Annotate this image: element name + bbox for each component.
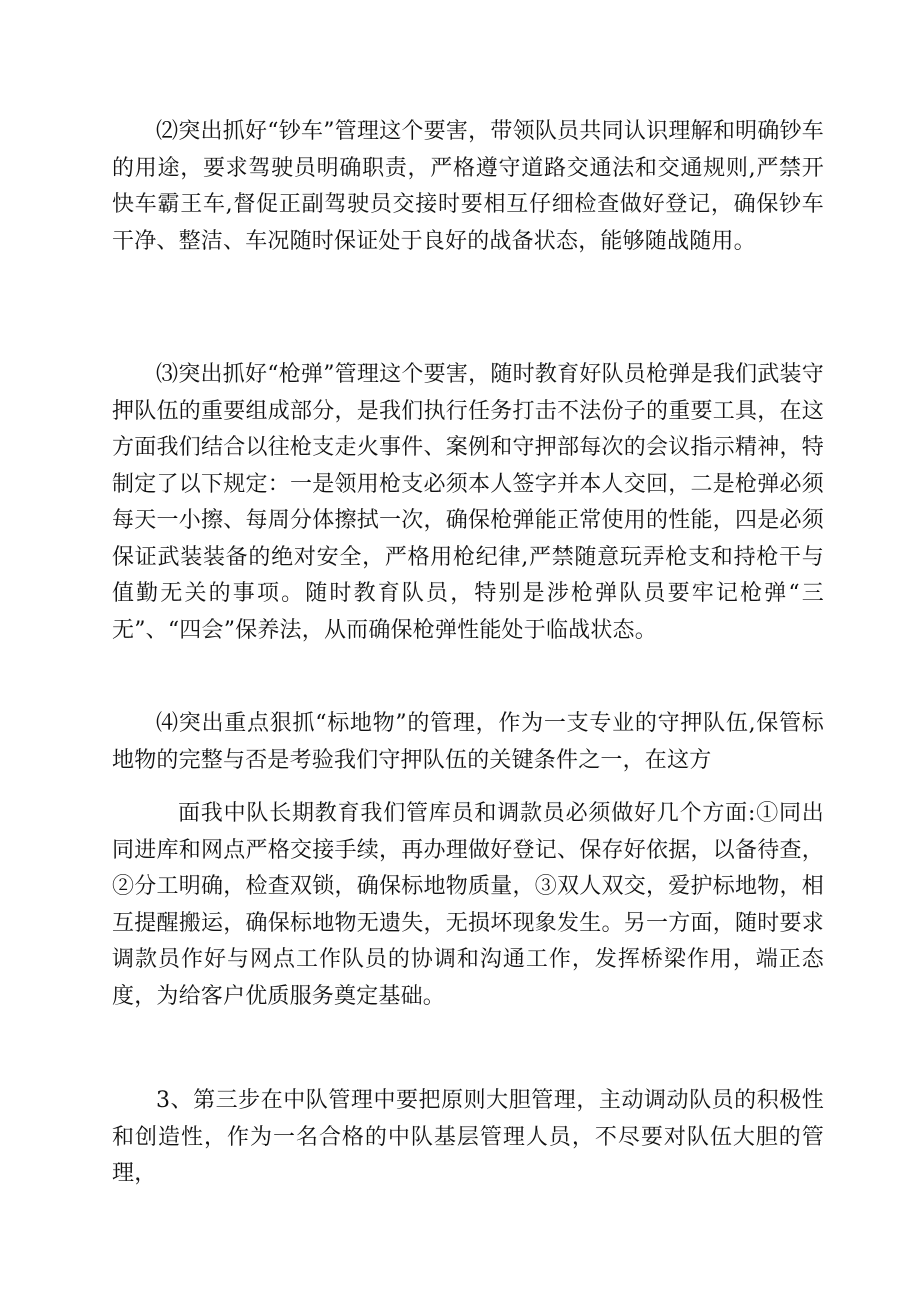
- paragraph-banknote-vehicle: ⑵突出抓好“钞车”管理这个要害，带领队员共同认识理解和明确钞车的用途，要求驾驶员明确职责，严格遵守道路交通法和交通规则,严禁开快车霸王车,督促正副驾驶员交接时要相互仔细检查做好登记，确保钞车干净、整洁、车况随时保证处于良好的战备状态，能够随战随用。: [112, 119, 824, 254]
- paragraph-target-items: ⑷突出重点狠抓“标地物”的管理，作为一支专业的守押队伍,保管标地物的完整与否是考验我们守押队伍的关键条件之一，在这方: [112, 711, 824, 773]
- paragraph-target-items-continued: 面我中队长期教育我们管库员和调款员必须做好几个方面:①同出同进库和网点严格交接手续，再办理做好登记、保存好依据，以备待查，②分工明确，检查双锁，确保标地物质量，③双人双交，爱护标地物，相互提醒搬运，确保标地物无遗失，无损坏现象发生。另一方面，随时要求调款员作好与网点工作队员的协调和沟通工作，发挥桥梁作用，端正态度，为给客户优质服务奠定基础。: [112, 801, 824, 1009]
- paragraph-step-three: 3、第三步在中队管理中要把原则大胆管理，主动调动队员的积极性和创造性，作为一名合格的中队基层管理人员，不尽要对队伍大胆的管理，: [112, 1088, 824, 1186]
- paragraph-firearms: ⑶突出抓好“枪弹”管理这个要害，随时教育好队员枪弹是我们武装守押队伍的重要组成部分，是我们执行任务打击不法份子的重要工具，在这方面我们结合以往枪支走火事件、案例和守押部每次的会议指示精神，特制定了以下规定：一是领用枪支必须本人签字并本人交回，二是枪弹必须每天一小擦、每周分体擦拭一次，确保枪弹能正常使用的性能，四是必须保证武装装备的绝对安全，严格用枪纪律,严禁随意玩弄枪支和持枪干与值勤无关的事项。随时教育队员，特别是涉枪弹队员要牢记枪弹“三无”、“四会”保养法，从而确保枪弹性能处于临战状态。: [112, 362, 824, 643]
